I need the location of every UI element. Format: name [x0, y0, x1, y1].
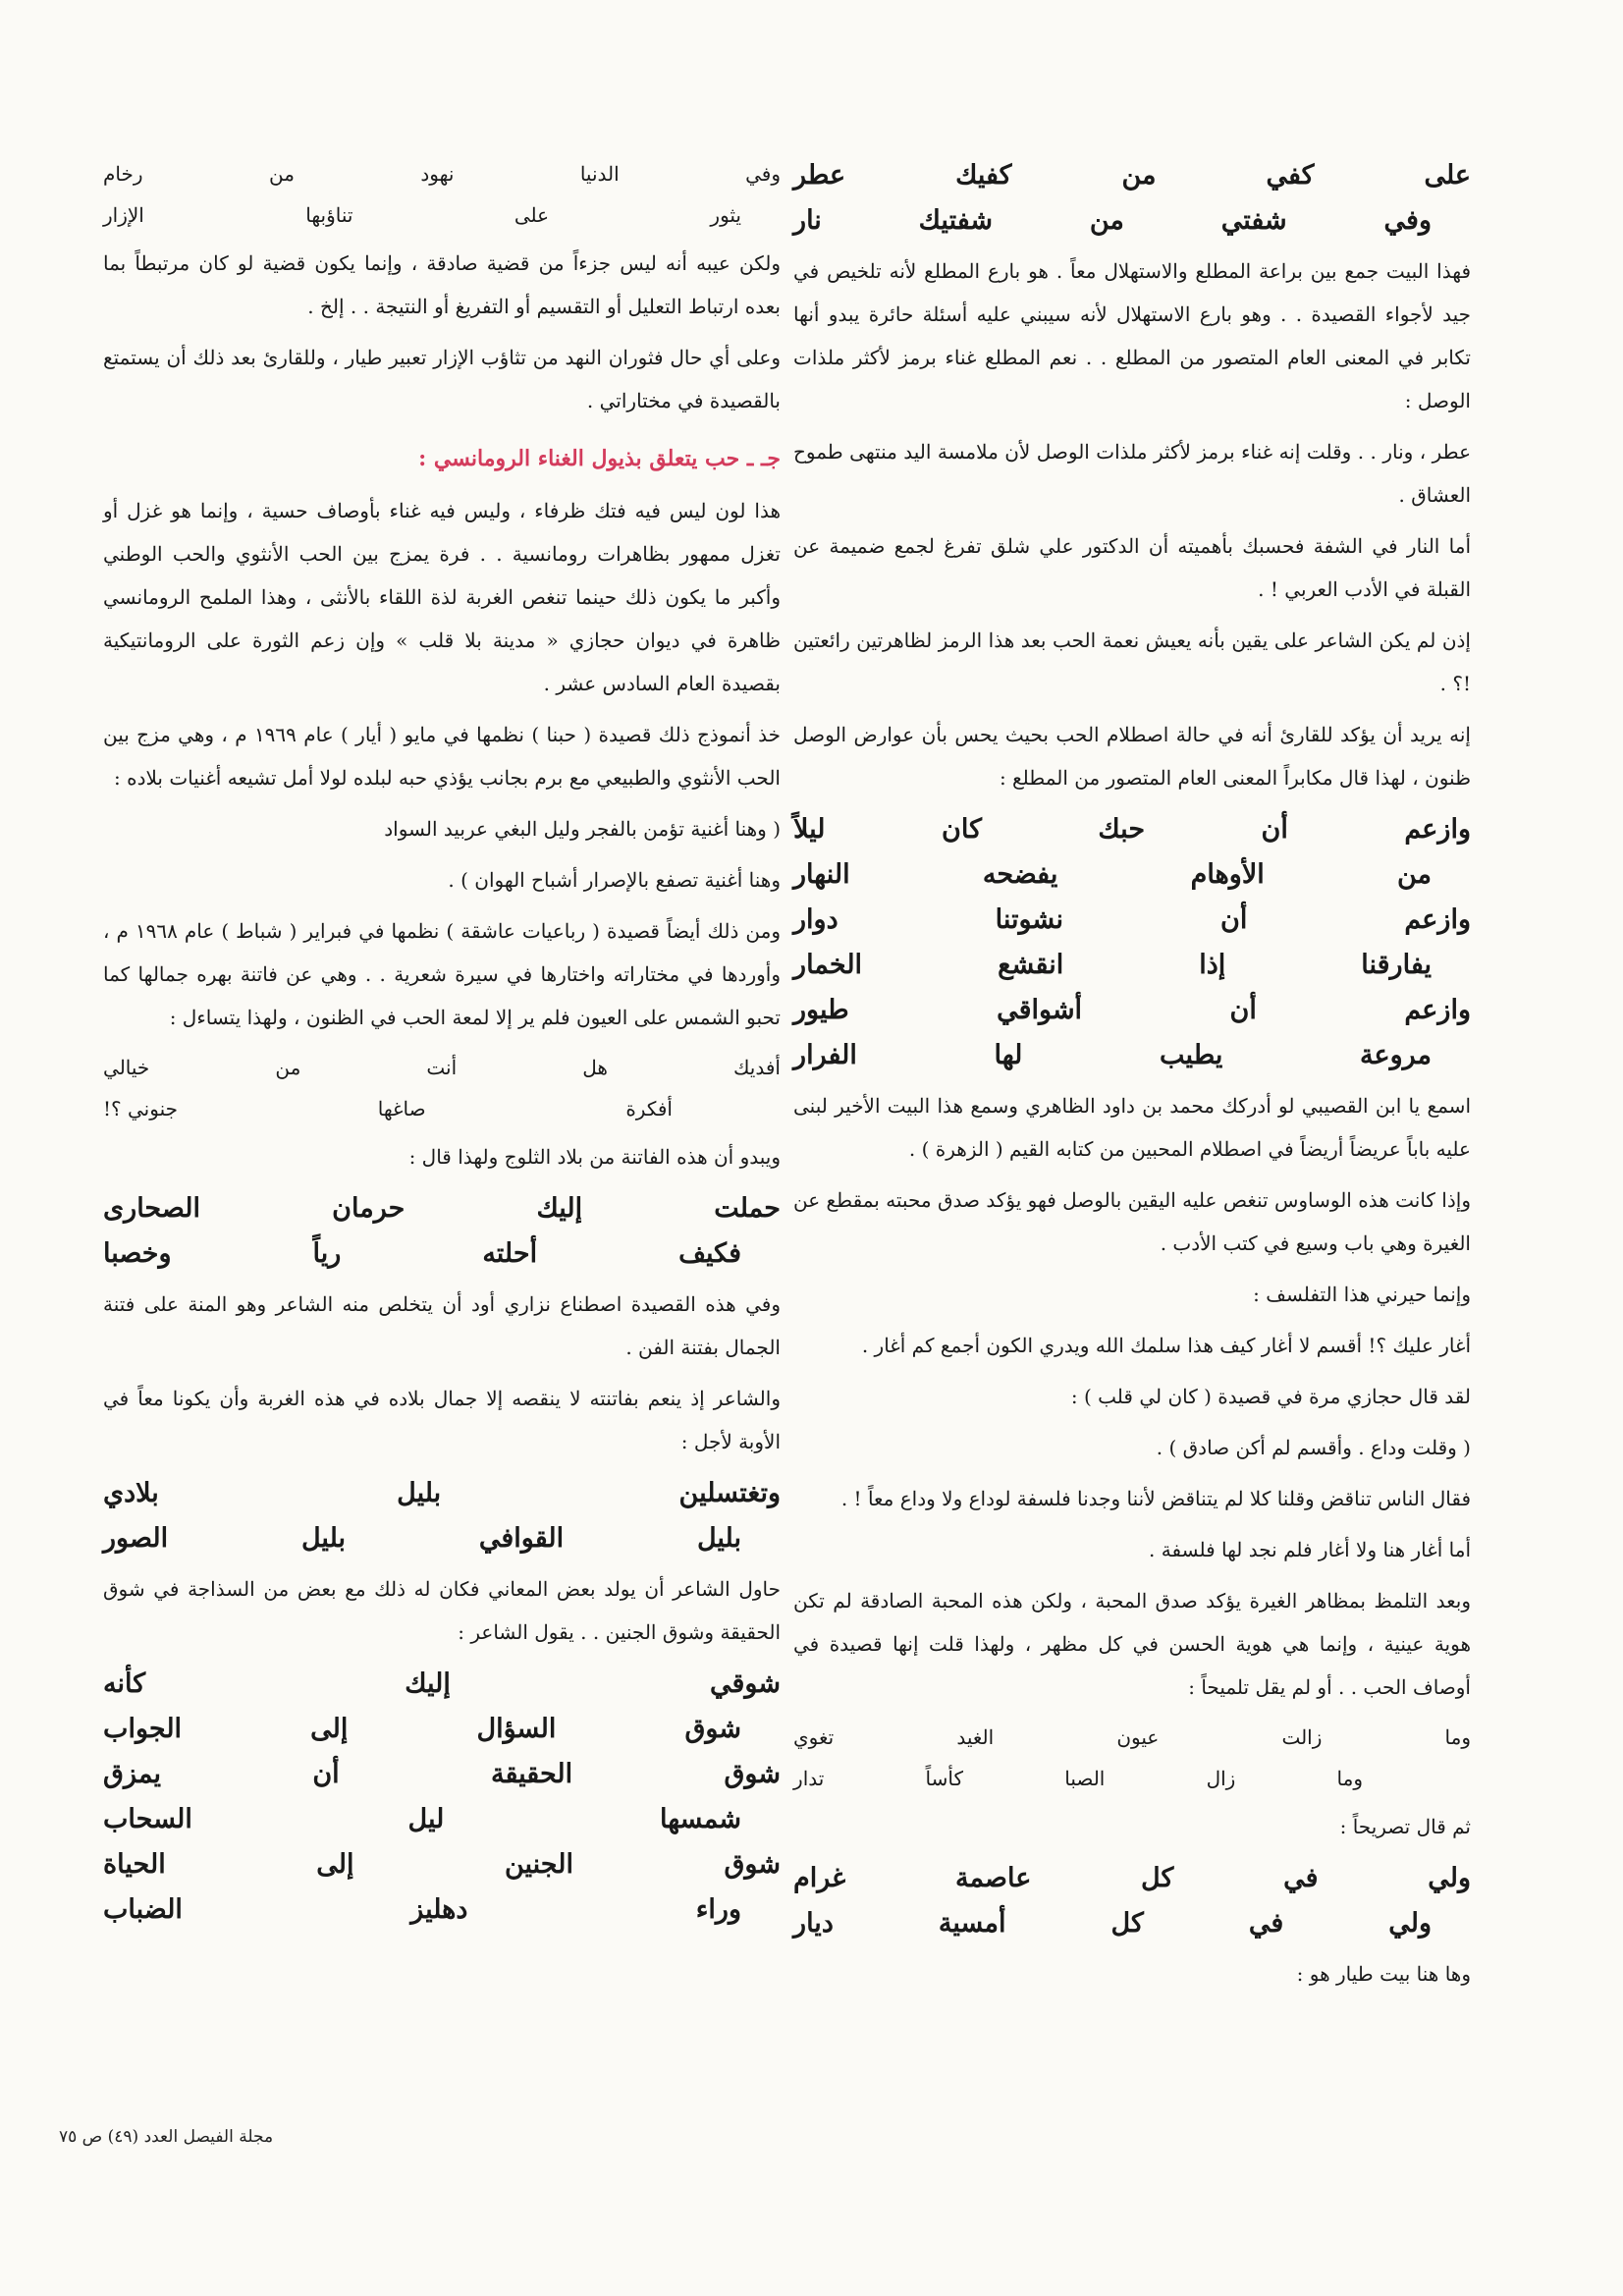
- verse-word: وازعم: [1404, 814, 1471, 845]
- verse-word: لها: [994, 1040, 1023, 1070]
- paragraph: ولكن عيبه أنه ليس جزءاً من قضية صادقة ، وإنما يكون قضية لو كان مرتبطاً بما بعده ارتباط التعليل أو التقسيم أو التفريغ أو النتيجة . . إلخ .: [103, 251, 781, 318]
- paragraph: فقال الناس تناقض وقلنا كلا لم يتناقض لأننا وجدنا فلسفة لوداع ولا وداع معاً ! .: [840, 1487, 1471, 1510]
- verse-line: [103, 1662, 781, 1707]
- verse-line: [793, 1901, 1432, 1946]
- verse-word: صاغها: [377, 1097, 426, 1121]
- verse-word: شمسها: [660, 1804, 741, 1834]
- verse-line: [793, 153, 1471, 198]
- verse-word: في: [1248, 1908, 1284, 1939]
- verse-word: نهود: [420, 162, 455, 186]
- paragraph: وهنا أغنية تصفع بالإصرار أشباح الهوان ) .: [448, 868, 781, 892]
- verse-word: رخام: [103, 162, 143, 186]
- poem-verse: [793, 807, 1471, 1078]
- paragraph: والشاعر إذ ينعم بفاتنته لا ينقصه إلا جمال بلاده في هذه الغربة وأن يكونا معاً في الأوبة لأجل :: [103, 1387, 781, 1453]
- verse-word: وفي: [1383, 205, 1432, 236]
- verse-word: الضباب: [103, 1894, 183, 1925]
- paragraph: ومن ذلك أيضاً قصيدة ( رباعيات عاشقة ) نظمها في فبراير ( شباط ) عام ١٩٦٨ م ، وأوردها في مختاراته واختارها في سيرة شعرية . . وهي عن فاتنة بهره جمالها كما تحبو الشمس على العيون فلم ير إلا لمعة الحب في الظنون ، ولهذا يتساءل :: [103, 919, 781, 1029]
- poem-verse: [793, 1856, 1471, 1946]
- verse-line: [103, 1047, 781, 1088]
- verse-line: [793, 852, 1432, 898]
- verse-word: غرام: [793, 1863, 846, 1893]
- paragraph: إنه يريد أن يؤكد للقارئ أنه في حالة اصطلام الحب بحيث يحس بأن عوارض الوصل ظنون ، لهذا قال مكابراً المعنى العام المتصور من المطلع :: [793, 723, 1471, 790]
- verse-word: تدار: [793, 1767, 825, 1790]
- verse-word: حرمان: [332, 1193, 406, 1224]
- poem-verse: [103, 1662, 781, 1933]
- paragraph: أما النار في الشفة فحسبك بأهميته أن الدكتور علي شلق تفرغ لجمع ضميمة عن القبلة في الأدب العربي ! .: [793, 534, 1471, 601]
- verse-word: أحلته: [482, 1238, 538, 1269]
- verse-word: ديار: [793, 1908, 834, 1939]
- verse-word: شفتيك: [918, 205, 994, 236]
- verse-line: [793, 1717, 1471, 1758]
- verse-word: بلادي: [103, 1478, 159, 1508]
- paragraph: إذن لم يكن الشاعر على يقين بأنه يعيش نعمة الحب بعد هذا الرمز لظاهرتين رائعتين !؟ .: [793, 629, 1471, 695]
- verse-word: يمزق: [103, 1759, 161, 1789]
- verse-word: شوق: [684, 1714, 741, 1744]
- verse-word: وما: [1336, 1767, 1363, 1790]
- verse-word: أن: [1229, 995, 1257, 1025]
- verse-word: إلى: [310, 1714, 349, 1744]
- paragraph: لقد قال حجازي مرة في قصيدة ( كان لي قلب ) :: [1070, 1385, 1471, 1408]
- verse-word: السحاب: [103, 1804, 192, 1834]
- verse-word: ولي: [1428, 1863, 1471, 1893]
- verse-word: أمسية: [938, 1908, 1006, 1939]
- paragraph: خذ أنموذج ذلك قصيدة ( حبنا ) نظمها في مايو ( أيار ) عام ١٩٦٩ م ، وهي مزج بين الحب الأنثوي والطبيعي مع برم بجانب يؤذي حبه لبلده لولا أمل تشيعه أغنيات بلاده :: [103, 723, 782, 790]
- verse-line: [103, 1516, 741, 1561]
- verse-word: الصحارى: [103, 1193, 201, 1224]
- verse-line: [793, 1758, 1363, 1799]
- verse-line: [793, 807, 1471, 852]
- verse-word: كفيك: [955, 160, 1012, 191]
- verse-word: يطيب: [1160, 1040, 1223, 1070]
- paragraph: وعلى أي حال فثوران النهد من تثاؤب الإزار تعبير طيار ، وللقارئ بعد ذلك أن يستمتع بالقصيدة في مختاراتي .: [103, 346, 781, 412]
- verse-word: وخصبا: [103, 1238, 172, 1269]
- verse-word: الصبا: [1064, 1767, 1106, 1790]
- verse-word: كأنه: [103, 1668, 146, 1699]
- page-footer: مجلة الفيصل العدد (٤٩) ص ٧٥: [59, 2127, 274, 2147]
- verse-line: [793, 988, 1471, 1033]
- verse-word: الغيد: [956, 1725, 995, 1749]
- paragraph: حاول الشاعر أن يولد بعض المعاني فكان له ذلك مع بعض من السذاجة في شوق الحقيقة وشوق الجنين . . يقول الشاعر :: [103, 1577, 781, 1644]
- verse-line: [103, 1231, 741, 1277]
- verse-word: تغوي: [793, 1725, 835, 1749]
- paragraph: ثم قال تصريحاً :: [1339, 1815, 1471, 1838]
- verse-word: القوافي: [478, 1523, 565, 1554]
- verse-word: هل: [582, 1056, 608, 1079]
- paragraph: فهذا البيت جمع بين براعة المطلع والاستهلال معاً . هو بارع المطلع لأنه تلخيص في جيد لأجواء القصيدة . . وهو بارع الاستهلال لأنه سيبني عليه أسئلة حائرة يبدو أنها تكابر في المعنى العام المتصور من المطلع . . نعم المطلع غناء برمز لأكثر ملذات الوصل :: [793, 259, 1471, 412]
- paragraph: وها هنا بيت طيار هو :: [1296, 1962, 1471, 1986]
- verse-line: [793, 1856, 1471, 1901]
- verse-word: بليل: [696, 1523, 741, 1554]
- verse-word: الحقيقة: [491, 1759, 573, 1789]
- paragraph: وإذا كانت هذه الوساوس تنغص عليه اليقين بالوصل فهو يؤكد صدق محبته بمقطع عن الغيرة وهي باب وسيع في كتب الأدب .: [793, 1188, 1471, 1255]
- verse-word: أن: [1220, 904, 1248, 935]
- verse-word: مروعة: [1360, 1040, 1432, 1070]
- verse-line: [103, 1752, 781, 1797]
- verse-line: [103, 1887, 741, 1933]
- verse-word: النهار: [793, 859, 850, 890]
- paragraph: أما أغار هنا ولا أغار فلم نجد لها فلسفة .: [1149, 1538, 1471, 1561]
- verse-word: الأوهام: [1190, 859, 1265, 890]
- verse-word: الجنين: [504, 1849, 573, 1880]
- verse-word: شفتي: [1220, 205, 1287, 236]
- section-heading: جـ ـ حب يتعلق بذيول الغناء الرومانسي :: [418, 446, 781, 471]
- verse-word: من: [275, 1056, 301, 1079]
- verse-word: دوار: [793, 904, 839, 935]
- verse-word: أن: [312, 1759, 340, 1789]
- verse-line: [103, 1797, 741, 1842]
- verse-line: [103, 194, 741, 236]
- verse-line: [793, 943, 1432, 988]
- verse-line: [103, 1088, 673, 1129]
- verse-word: أن: [1261, 814, 1288, 845]
- verse-word: وازعم: [1404, 904, 1471, 935]
- verse-line: [103, 1186, 781, 1231]
- verse-word: يثور: [710, 203, 741, 227]
- verse-word: في: [1283, 1863, 1319, 1893]
- verse-word: ليل: [407, 1804, 445, 1834]
- verse-word: عطر: [793, 160, 846, 191]
- verse-word: السؤال: [476, 1714, 557, 1744]
- verse-word: ولي: [1388, 1908, 1432, 1939]
- verse-word: زال: [1206, 1767, 1236, 1790]
- verse-word: شوق: [724, 1759, 781, 1789]
- poem-verse: [103, 1471, 781, 1561]
- verse-word: أنت: [426, 1056, 458, 1079]
- paragraph: وإنما حيرني هذا التفلسف :: [1253, 1283, 1471, 1306]
- right-column: [793, 147, 1471, 2003]
- paragraph: أغار عليك ؟! أقسم لا أغار كيف هذا سلمك الله ويدري الكون أجمع كم أغار .: [861, 1334, 1471, 1357]
- paragraph: اسمع يا ابن القصيبي لو أدركك محمد بن داود الظاهري وسمع هذا البيت الأخير لبنى عليه باباً عريضاً أريضاً في اصطلام المحبين من كتابه القيم ( الزهرة ) .: [793, 1094, 1471, 1161]
- paragraph: عطر ، ونار . . وقلت إنه غناء برمز لأكثر ملذات الوصل لأن ملامسة اليد منتهى طموح العشاق .: [793, 440, 1471, 507]
- verse-word: من: [1396, 859, 1432, 890]
- verse-word: حبك: [1098, 814, 1146, 845]
- verse-word: وازعم: [1404, 995, 1471, 1025]
- paragraph: ( وهنا أغنية تؤمن بالفجر وليل البغي عربيد السواد: [384, 817, 781, 841]
- verse-word: الجواب: [103, 1714, 183, 1744]
- verse-word: كل: [1141, 1863, 1174, 1893]
- verse-word: وراء: [695, 1894, 741, 1925]
- verse-word: عاصمة: [954, 1863, 1032, 1893]
- verse-word: الدنيا: [579, 162, 620, 186]
- verse-word: عيون: [1116, 1725, 1160, 1749]
- verse-word: الفرار: [793, 1040, 857, 1070]
- verse-word: إليك: [536, 1193, 583, 1224]
- verse-word: نشوتنا: [995, 904, 1064, 935]
- verse-word: تناؤبها: [305, 203, 353, 227]
- verse-line: [793, 1033, 1432, 1078]
- verse-line: [103, 1707, 741, 1752]
- verse-word: أفكرة: [625, 1097, 673, 1121]
- verse-word: من: [1089, 205, 1124, 236]
- verse-word: الإزار: [103, 203, 144, 227]
- verse-word: الحياة: [103, 1849, 166, 1880]
- verse-word: إليك: [405, 1668, 451, 1699]
- verse-word: زالت: [1281, 1725, 1323, 1749]
- verse-word: الخمار: [793, 950, 863, 980]
- verse-word: فكيف: [678, 1238, 741, 1269]
- verse-word: من: [268, 162, 295, 186]
- verse-word: بليل: [397, 1478, 442, 1508]
- verse-word: على: [1424, 160, 1471, 191]
- verse-word: وما: [1444, 1725, 1471, 1749]
- verse-word: دهليز: [410, 1894, 468, 1925]
- verse-word: رياً: [312, 1238, 342, 1269]
- verse-line: [793, 898, 1471, 943]
- verse-line: [793, 198, 1432, 244]
- verse-word: أفديك: [732, 1056, 781, 1079]
- verse-word: بليل: [300, 1523, 347, 1554]
- left-column: [103, 147, 781, 1939]
- paragraph: ( وقلت وداع . وأقسم لم أكن صادق ) .: [1156, 1436, 1471, 1459]
- verse-word: كأساً: [925, 1767, 963, 1790]
- verse-word: ليلاً: [793, 814, 826, 845]
- poem-verse: [793, 1717, 1471, 1799]
- verse-word: وتغتسلين: [678, 1478, 781, 1508]
- verse-word: نار: [793, 205, 822, 236]
- poem-verse: [103, 1047, 781, 1129]
- verse-word: إذا: [1199, 950, 1226, 980]
- poem-verse: [793, 153, 1471, 244]
- verse-word: يفارقنا: [1361, 950, 1432, 980]
- verse-word: خيالي: [103, 1056, 150, 1079]
- verse-word: إلى: [316, 1849, 354, 1880]
- paragraph: ويبدو أن هذه الفاتنة من بلاد الثلوج ولهذا قال :: [408, 1145, 781, 1169]
- verse-word: على: [514, 203, 550, 227]
- poem-verse: [103, 1186, 781, 1277]
- verse-word: حملت: [714, 1193, 781, 1224]
- verse-word: طيور: [793, 995, 849, 1025]
- paragraph: هذا لون ليس فيه فتك ظرفاء ، وليس فيه غناء بأوصاف حسية ، وإنما هو غزل أو تغزل ممهور بظاهرات رومانسية . . فرة يمزج بين الحب الأنثوي والحب الوطني وأكبر ما يكون ذلك حينما تنغص الغربة لذة اللقاء بالأنثى ، وهذا الملمح الرومانسي ظاهرة في ديوان حجازي « مدينة بلا قلب » وإن زعم الثورة على الرومانتيكية بقصيدة العام السادس عشر .: [103, 499, 781, 695]
- verse-word: كان: [942, 814, 982, 845]
- verse-word: كل: [1110, 1908, 1144, 1939]
- verse-word: شوقي: [710, 1668, 781, 1699]
- poem-verse: [103, 153, 781, 236]
- paragraph: وفي هذه القصيدة اصطناع نزاري أود أن يتخلص منه الشاعر وهو المنة على فتنة الجمال بفتنة الفن .: [103, 1292, 781, 1359]
- verse-word: شوق: [724, 1849, 781, 1880]
- verse-word: الصور: [103, 1523, 169, 1554]
- verse-word: كفي: [1266, 160, 1315, 191]
- verse-word: جنوني ؟!: [103, 1097, 178, 1121]
- verse-word: من: [1121, 160, 1157, 191]
- verse-word: يفضحه: [982, 859, 1058, 890]
- verse-word: أشواقي: [997, 995, 1083, 1025]
- verse-word: انقشع: [998, 950, 1064, 980]
- paragraph: وبعد التلمظ بمظاهر الغيرة يؤكد صدق المحبة ، ولكن هذه المحبة الصادقة لم تكن هوية عينية ، وإنما هي هوية الحسن في كل مظهر ، ولهذا قلت إنها قصيدة في أوصاف الحب . . أو لم يقل تلميحاً :: [793, 1589, 1472, 1699]
- verse-line: [103, 1471, 781, 1516]
- verse-line: [103, 153, 781, 194]
- verse-word: وفي: [745, 162, 781, 186]
- verse-line: [103, 1842, 781, 1887]
